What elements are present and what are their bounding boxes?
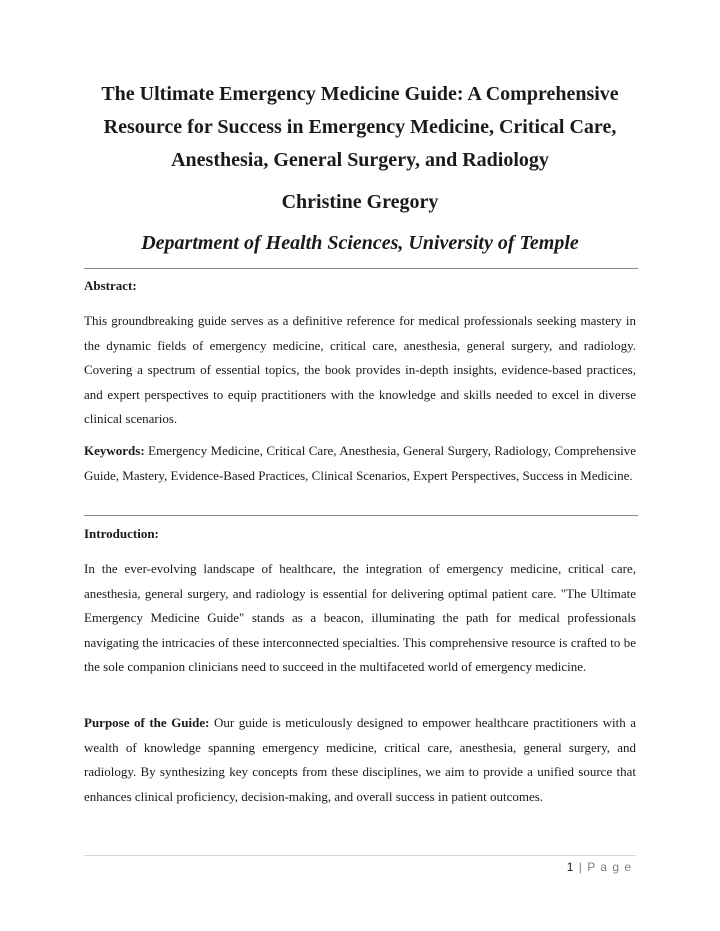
keywords-label: Keywords: <box>84 443 145 458</box>
purpose-label: Purpose of the Guide: <box>84 715 210 730</box>
footer-divider <box>84 855 636 856</box>
introduction-heading: Introduction: <box>84 526 159 541</box>
page-number: 1 <box>566 860 575 874</box>
section-divider <box>84 268 638 269</box>
purpose-text: Our guide is meticulously designed to empower healthcare practitioners with a wealth of knowledge spanning emergency medicine, critical care, anesthesia, general surgery, and radiology. By synthesizing key concepts from these disciplines, we aim to provide a unified source that enhances clinical proficiency, decision-making, and overall success in patient outcomes. <box>84 715 636 804</box>
author-name: Christine Gregory <box>281 191 439 213</box>
page-label: P a g e <box>587 860 632 874</box>
keywords-paragraph <box>84 439 636 488</box>
abstract-heading: Abstract: <box>84 278 137 293</box>
introduction-text: In the ever-evolving landscape of healthcare, the integration of emergency medicine, critical care, anesthesia, general surgery, and radiology is essential for delivering optimal patient care. "The Ultimate Emergency Medicine Guide" stands as a beacon, illuminating the path for medical professionals navigating the intricacies of these interconnected specialties. This comprehensive resource is crafted to be the sole companion clinicians need to succeed in the multifaceted world of emergency medicine. <box>84 561 636 675</box>
paper-title: The Ultimate Emergency Medicine Guide: A Comprehensive Resource for Success in Emergency Medicine, Critical Care, Anesthesia, General Surgery, and Radiology <box>101 83 619 171</box>
keywords-text: Emergency Medicine, Critical Care, Anesthesia, General Surgery, Radiology, Comprehensive Guide, Mastery, Evidence-Based Practices, Clinical Scenarios, Expert Perspectives, Success in Medicine. <box>84 443 637 483</box>
page-footer <box>567 860 632 874</box>
footer-separator: | <box>578 860 583 874</box>
affiliation: Department of Health Sciences, University of Temple <box>141 232 579 254</box>
abstract-text: This groundbreaking guide serves as a definitive reference for medical professionals seeking mastery in the dynamic fields of emergency medicine, critical care, anesthesia, general surgery, and radiology. Covering a spectrum of essential topics, the book provides in-depth insights, evidence-based practices, and expert perspectives to equip practitioners with the knowledge and skills needed to excel in diverse clinical scenarios. <box>84 313 636 427</box>
purpose-paragraph <box>84 711 636 809</box>
section-divider <box>84 515 638 516</box>
